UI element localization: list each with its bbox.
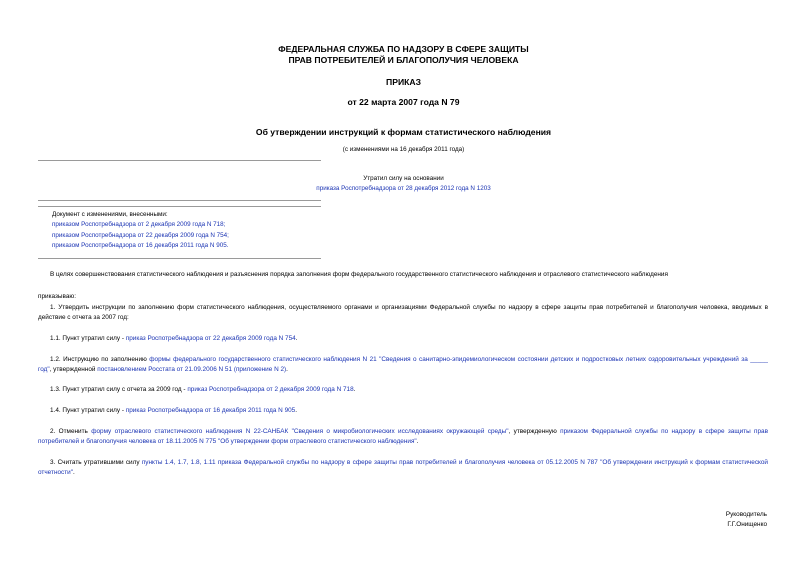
intro-text: В целях совершенствования статистического наблюдения и разъяснения порядка заполнения форм федерального государственного статистического наблюдения и отраслевого статистического наблюдения [50,271,668,278]
paragraph-1-1-link[interactable]: приказ Роспотребнадзора от 22 декабря 2009 года N 754 [125,335,296,342]
paragraph-text: 1.1. Пункт утратил силу - [50,335,126,342]
doc-type: ПРИКАЗ [386,77,421,87]
paragraph-1-3 [38,385,768,395]
paragraph-1 [38,303,768,323]
punct: . [72,469,75,476]
paragraph-1-text: 1. Утвердить инструкции по заполнению форм статистического наблюдения, осуществляемого органами и организациями Федеральной службы по надзору в сфере защиты прав потребителей и благополучия человека, вводимых в действие с отчета за 2007 год: [38,304,768,321]
doc-title: Об утверждении инструкций к формам статистического наблюдения [255,127,552,137]
order-text: приказываю: [38,293,76,300]
paragraph-text: , утвержденную [508,428,561,435]
order-775-link[interactable]: приказом Федеральной службы по надзору в сфере защиты прав потребителей и благополучия человека от 18.11.2005 N 775 "Об утверждении форм отраслевого статистического наблюдения" [38,428,768,445]
signature-block [726,510,767,530]
lost-force-link[interactable]: приказа Роспотребнадзора от 28 декабря 2012 года N 1203 [316,185,491,192]
punct: . [416,438,419,445]
changes-note: (с изменениями на 16 декабря 2011 года) [342,146,465,153]
amendments-label: Документ с изменениями, внесенными: [52,211,168,218]
paragraph-1-1 [38,334,768,344]
amendment-link[interactable]: приказом Роспотребнадзора от 22 декабря 2009 года N 754; [52,231,229,239]
agency-line-1: ФЕДЕРАЛЬНАЯ СЛУЖБА ПО НАДЗОРУ В СФЕРЕ ЗАЩИТЫ [278,44,529,54]
paragraph-3 [38,458,768,478]
paragraph-text: 1.3. Пункт утратил силу с отчета за 2009 год - [50,386,188,393]
intro-paragraph [38,270,768,280]
form-22-sanbak-link[interactable]: форму отраслевого статистического наблюдения N 22-САНБАК "Сведения о микробиологических исследованиях окружающей среды" [91,428,509,435]
punct: . [295,407,298,414]
lost-force-label: Утратил силу на основании [363,175,444,182]
amendments-block [52,210,229,252]
paragraph-2 [38,427,768,447]
paragraph-1-4 [38,406,768,416]
order-word [38,292,768,302]
form-21-link[interactable]: формы федерального государственного статистического наблюдения N 21 "Сведения о санитарно-эпидемиологическом состоянии детских и подростковых летних оздоровительных учреждений за _____ год" [38,356,768,373]
divider [38,258,321,259]
paragraph-1-3-link[interactable]: приказ Роспотребнадзора от 2 декабря 2009 года N 718 [187,386,354,393]
paragraph-1-2 [38,355,768,375]
paragraph-text: 2. Отменить [50,428,92,435]
doc-date-number: от 22 марта 2007 года N 79 [347,97,460,107]
order-787-link[interactable]: пункты 1.4, 1.7, 1.8, 1.11 приказа Федеральной службы по надзору в сфере защиты прав потребителей и благополучия человека от 05.12.2005 N 787 "Об утверждении инструкций к формам статистической отчетности" [38,459,768,476]
signature-name: Г.Г.Онищенко [727,521,767,528]
amendment-link[interactable]: приказом Роспотребнадзора от 16 декабря 2011 года N 905. [52,242,229,250]
divider [38,206,321,207]
paragraph-text: 3. Считать утратившими силу [50,459,142,466]
divider [38,200,321,201]
punct: . [353,386,356,393]
punct: . [295,335,298,342]
agency-name [40,44,767,66]
paragraph-text: 1.4. Пункт утратил силу - [50,407,126,414]
divider [38,160,321,161]
punct: . [286,366,288,373]
paragraph-text: , утвержденной [49,366,98,373]
agency-line-2: ПРАВ ПОТРЕБИТЕЛЕЙ И БЛАГОПОЛУЧИЯ ЧЕЛОВЕКА [288,55,519,65]
paragraph-1-4-link[interactable]: приказ Роспотребнадзора от 16 декабря 2011 года N 905 [125,407,296,414]
amendment-link[interactable]: приказом Роспотребнадзора от 2 декабря 2009 года N 718; [52,221,226,229]
rosstat-resolution-link[interactable]: постановлением Росстата от 21.09.2006 N 51 [97,366,233,373]
signature-role: Руководитель [725,511,767,518]
paragraph-text: 1.2. Инструкцию по заполнению [50,356,150,363]
appendix-2-link[interactable]: (приложение N 2) [233,366,287,373]
